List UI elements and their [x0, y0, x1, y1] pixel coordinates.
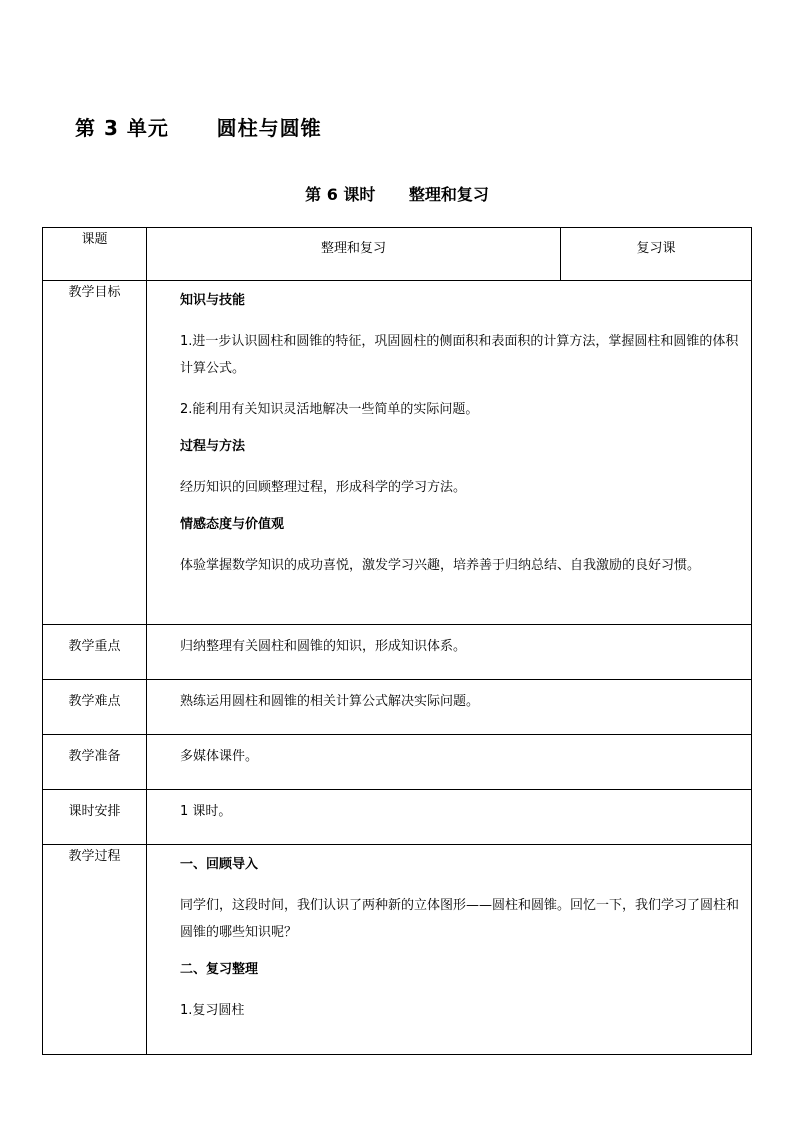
knowledge-heading: 知识与技能	[180, 293, 246, 308]
review-intro-text: 同学们，这段时间，我们认识了两种新的立体图形——圆柱和圆锥。回忆一下，我们学习了圆柱和圆锥的哪些知识呢？	[180, 898, 740, 940]
emotion-heading: 情感态度与价值观	[180, 517, 285, 532]
topic-value: 整理和复习	[147, 228, 561, 281]
lesson-title: 第 6 课时 整理和复习	[305, 185, 489, 204]
process-row	[43, 845, 752, 1055]
topic-label: 课题	[43, 228, 147, 281]
unit-title: 第 3 单元 圆柱与圆锥	[75, 116, 322, 140]
difficulty-value: 熟练运用圆柱和圆锥的相关计算公式解决实际问题。	[180, 694, 480, 709]
lesson-plan-table	[42, 227, 752, 1055]
review-organize-heading: 二、复习整理	[180, 962, 259, 977]
key-point-label: 教学重点	[43, 625, 147, 680]
lesson-type: 复习课	[561, 228, 752, 281]
key-point-value: 归纳整理有关圆柱和圆锥的知识，形成知识体系。	[180, 639, 467, 654]
goals-row	[43, 281, 752, 625]
review-cylinder-item: 1.复习圆柱	[180, 1003, 245, 1018]
preparation-label: 教学准备	[43, 735, 147, 790]
process-content	[147, 845, 752, 1055]
topic-row	[43, 228, 752, 281]
key-point-row	[43, 625, 752, 680]
difficulty-label: 教学难点	[43, 680, 147, 735]
knowledge-item-2: 2.能利用有关知识灵活地解决一些简单的实际问题。	[180, 402, 479, 417]
preparation-row	[43, 735, 752, 790]
emotion-text: 体验掌握数学知识的成功喜悦，激发学习兴趣，培养善于归纳总结、自我激励的良好习惯。	[180, 558, 701, 573]
schedule-value: 1 课时。	[180, 804, 232, 819]
schedule-row	[43, 790, 752, 845]
preparation-value: 多媒体课件。	[180, 749, 259, 764]
goals-label: 教学目标	[43, 281, 147, 625]
process-label: 教学过程	[43, 845, 147, 1055]
review-intro-heading: 一、回顾导入	[180, 857, 259, 872]
process-method-heading: 过程与方法	[180, 439, 246, 454]
knowledge-item-1: 1.进一步认识圆柱和圆锥的特征，巩固圆柱的侧面积和表面积的计算方法，掌握圆柱和圆锥的体积计算公式。	[180, 334, 739, 376]
schedule-label: 课时安排	[43, 790, 147, 845]
difficulty-row	[43, 680, 752, 735]
goals-content	[147, 281, 752, 625]
process-method-text: 经历知识的回顾整理过程，形成科学的学习方法。	[180, 480, 467, 495]
